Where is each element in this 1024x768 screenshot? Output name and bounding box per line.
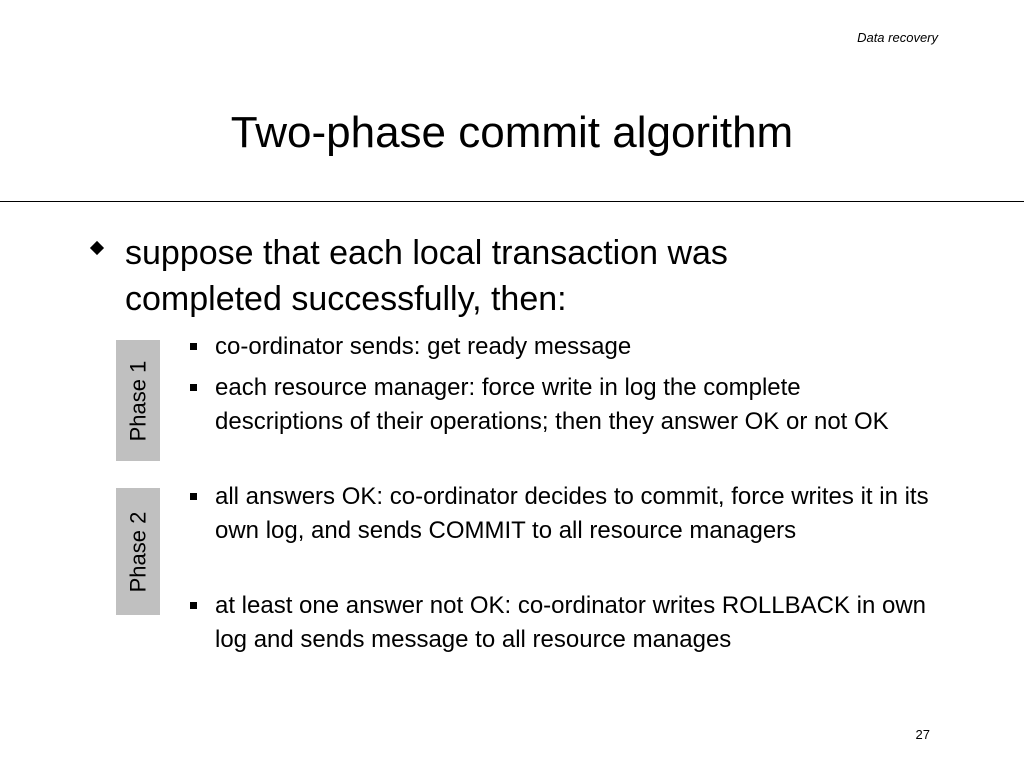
square-bullet-icon xyxy=(190,384,197,391)
square-bullet-icon xyxy=(190,343,197,350)
sub-point-2 xyxy=(190,371,930,439)
page-number: 27 xyxy=(915,727,930,742)
header-section-tag: Data recovery xyxy=(857,30,938,45)
sub-point-text: each resource manager: force write in log the complete descriptions of their operations; then they answer OK or not OK xyxy=(215,374,889,435)
sub-point-text: all answers OK: co-ordinator decides to commit, force writes it in its own log, and sends COMMIT to all resource managers xyxy=(215,483,929,544)
main-point: suppose that each local transaction was completed successfully, then: xyxy=(125,234,728,318)
sub-point-text: co-ordinator sends: get ready message xyxy=(215,333,632,360)
diamond-bullet-icon xyxy=(90,241,104,255)
phase-1-label: Phase 1 xyxy=(125,360,151,441)
sub-point-1 xyxy=(190,330,930,364)
slide-title: Two-phase commit algorithm xyxy=(230,108,794,157)
square-bullet-icon xyxy=(190,602,197,609)
sub-point-text: at least one answer not OK: co-ordinator writes ROLLBACK in own log and sends message to all resource manages xyxy=(215,592,926,653)
phase-2-label: Phase 2 xyxy=(125,511,151,592)
sub-point-3 xyxy=(190,480,930,548)
square-bullet-icon xyxy=(190,493,197,500)
phase-2-label-box xyxy=(116,488,160,615)
phase-1-label-box xyxy=(116,340,160,461)
sub-point-4 xyxy=(190,589,930,657)
title-divider xyxy=(0,201,1024,202)
